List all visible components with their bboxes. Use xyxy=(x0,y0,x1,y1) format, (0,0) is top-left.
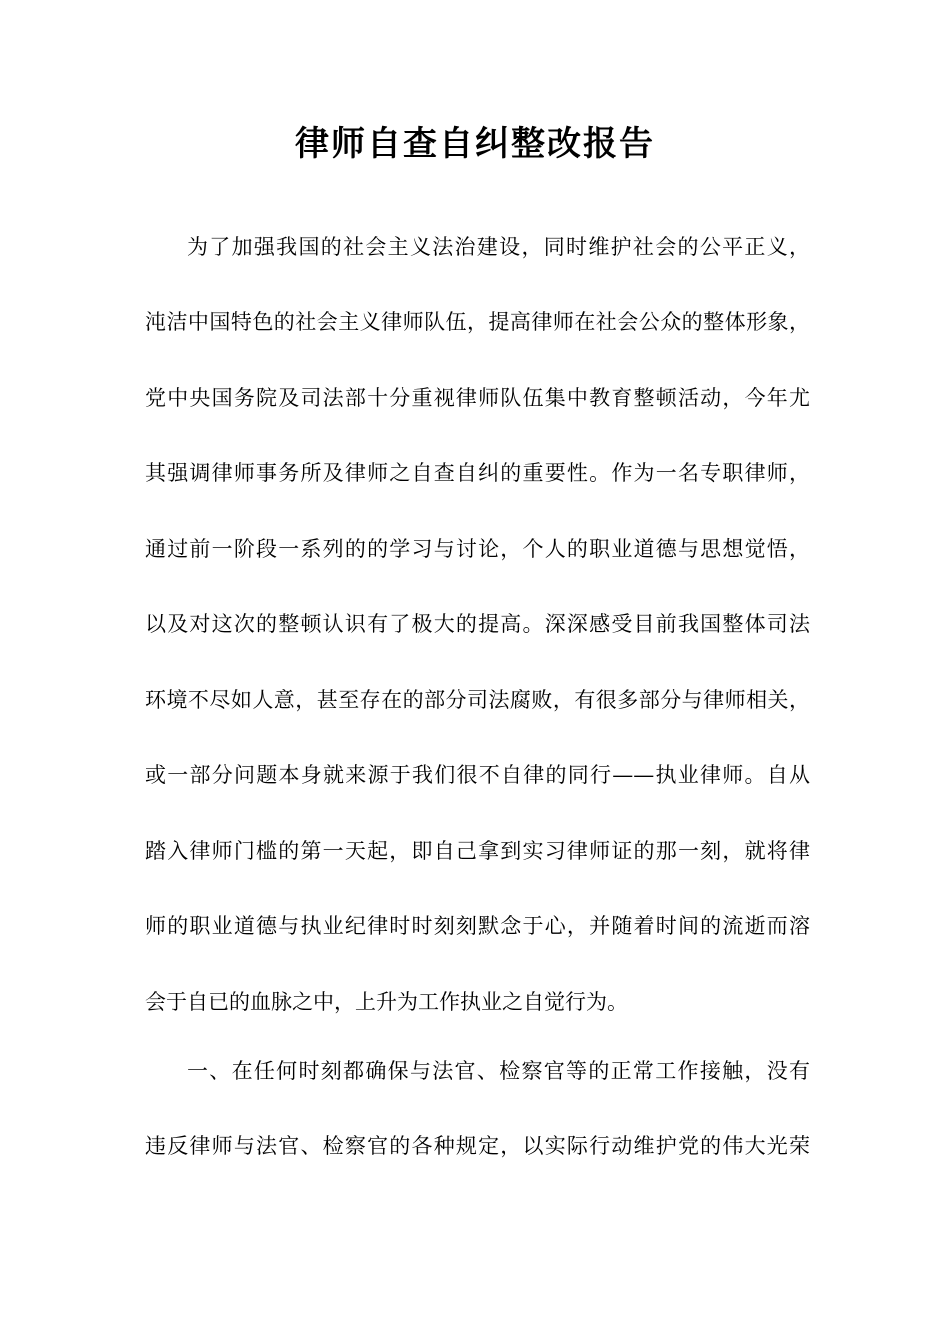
text-line: 会于自已的血脉之中，上升为工作执业之自觉行为。 xyxy=(145,990,628,1014)
text-line: 其强调律师事务所及律师之自查自纠的重要性。作为一名专职律师， xyxy=(145,461,810,485)
text-line: 或一部分问题本身就来源于我们很不自律的同行——执业律师。自从 xyxy=(145,763,810,787)
text-line: 踏入律师门槛的第一天起，即自己拿到实习律师证的那一刻，就将律 xyxy=(145,839,810,863)
text-line: 一、在任何时刻都确保与法官、检察官等的正常工作接触，没有 xyxy=(187,1059,810,1083)
text-line: 环境不尽如人意，甚至存在的部分司法腐败，有很多部分与律师相关， xyxy=(145,688,810,712)
text-line: 党中央国务院及司法部十分重视律师队伍集中教育整顿活动，今年尤 xyxy=(145,386,810,410)
text-line: 违反律师与法官、检察官的各种规定，以实际行动维护党的伟大光荣 xyxy=(145,1134,810,1158)
text-line: 为了加强我国的社会主义法治建设，同时维护社会的公平正义， xyxy=(187,235,810,259)
text-line: 沌洁中国特色的社会主义律师队伍，提高律师在社会公众的整体形象， xyxy=(145,310,810,334)
text-line: 通过前一阶段一系列的的学习与讨论，个人的职业道德与思想觉悟， xyxy=(145,537,810,561)
text-line: 师的职业道德与执业纪律时时刻刻默念于心，并随着时间的流逝而溶 xyxy=(145,914,810,938)
document-title: 律师自查自纠整改报告 xyxy=(295,124,655,164)
text-line: 以及对这次的整顿认识有了极大的提高。深深感受目前我国整体司法 xyxy=(145,612,810,636)
